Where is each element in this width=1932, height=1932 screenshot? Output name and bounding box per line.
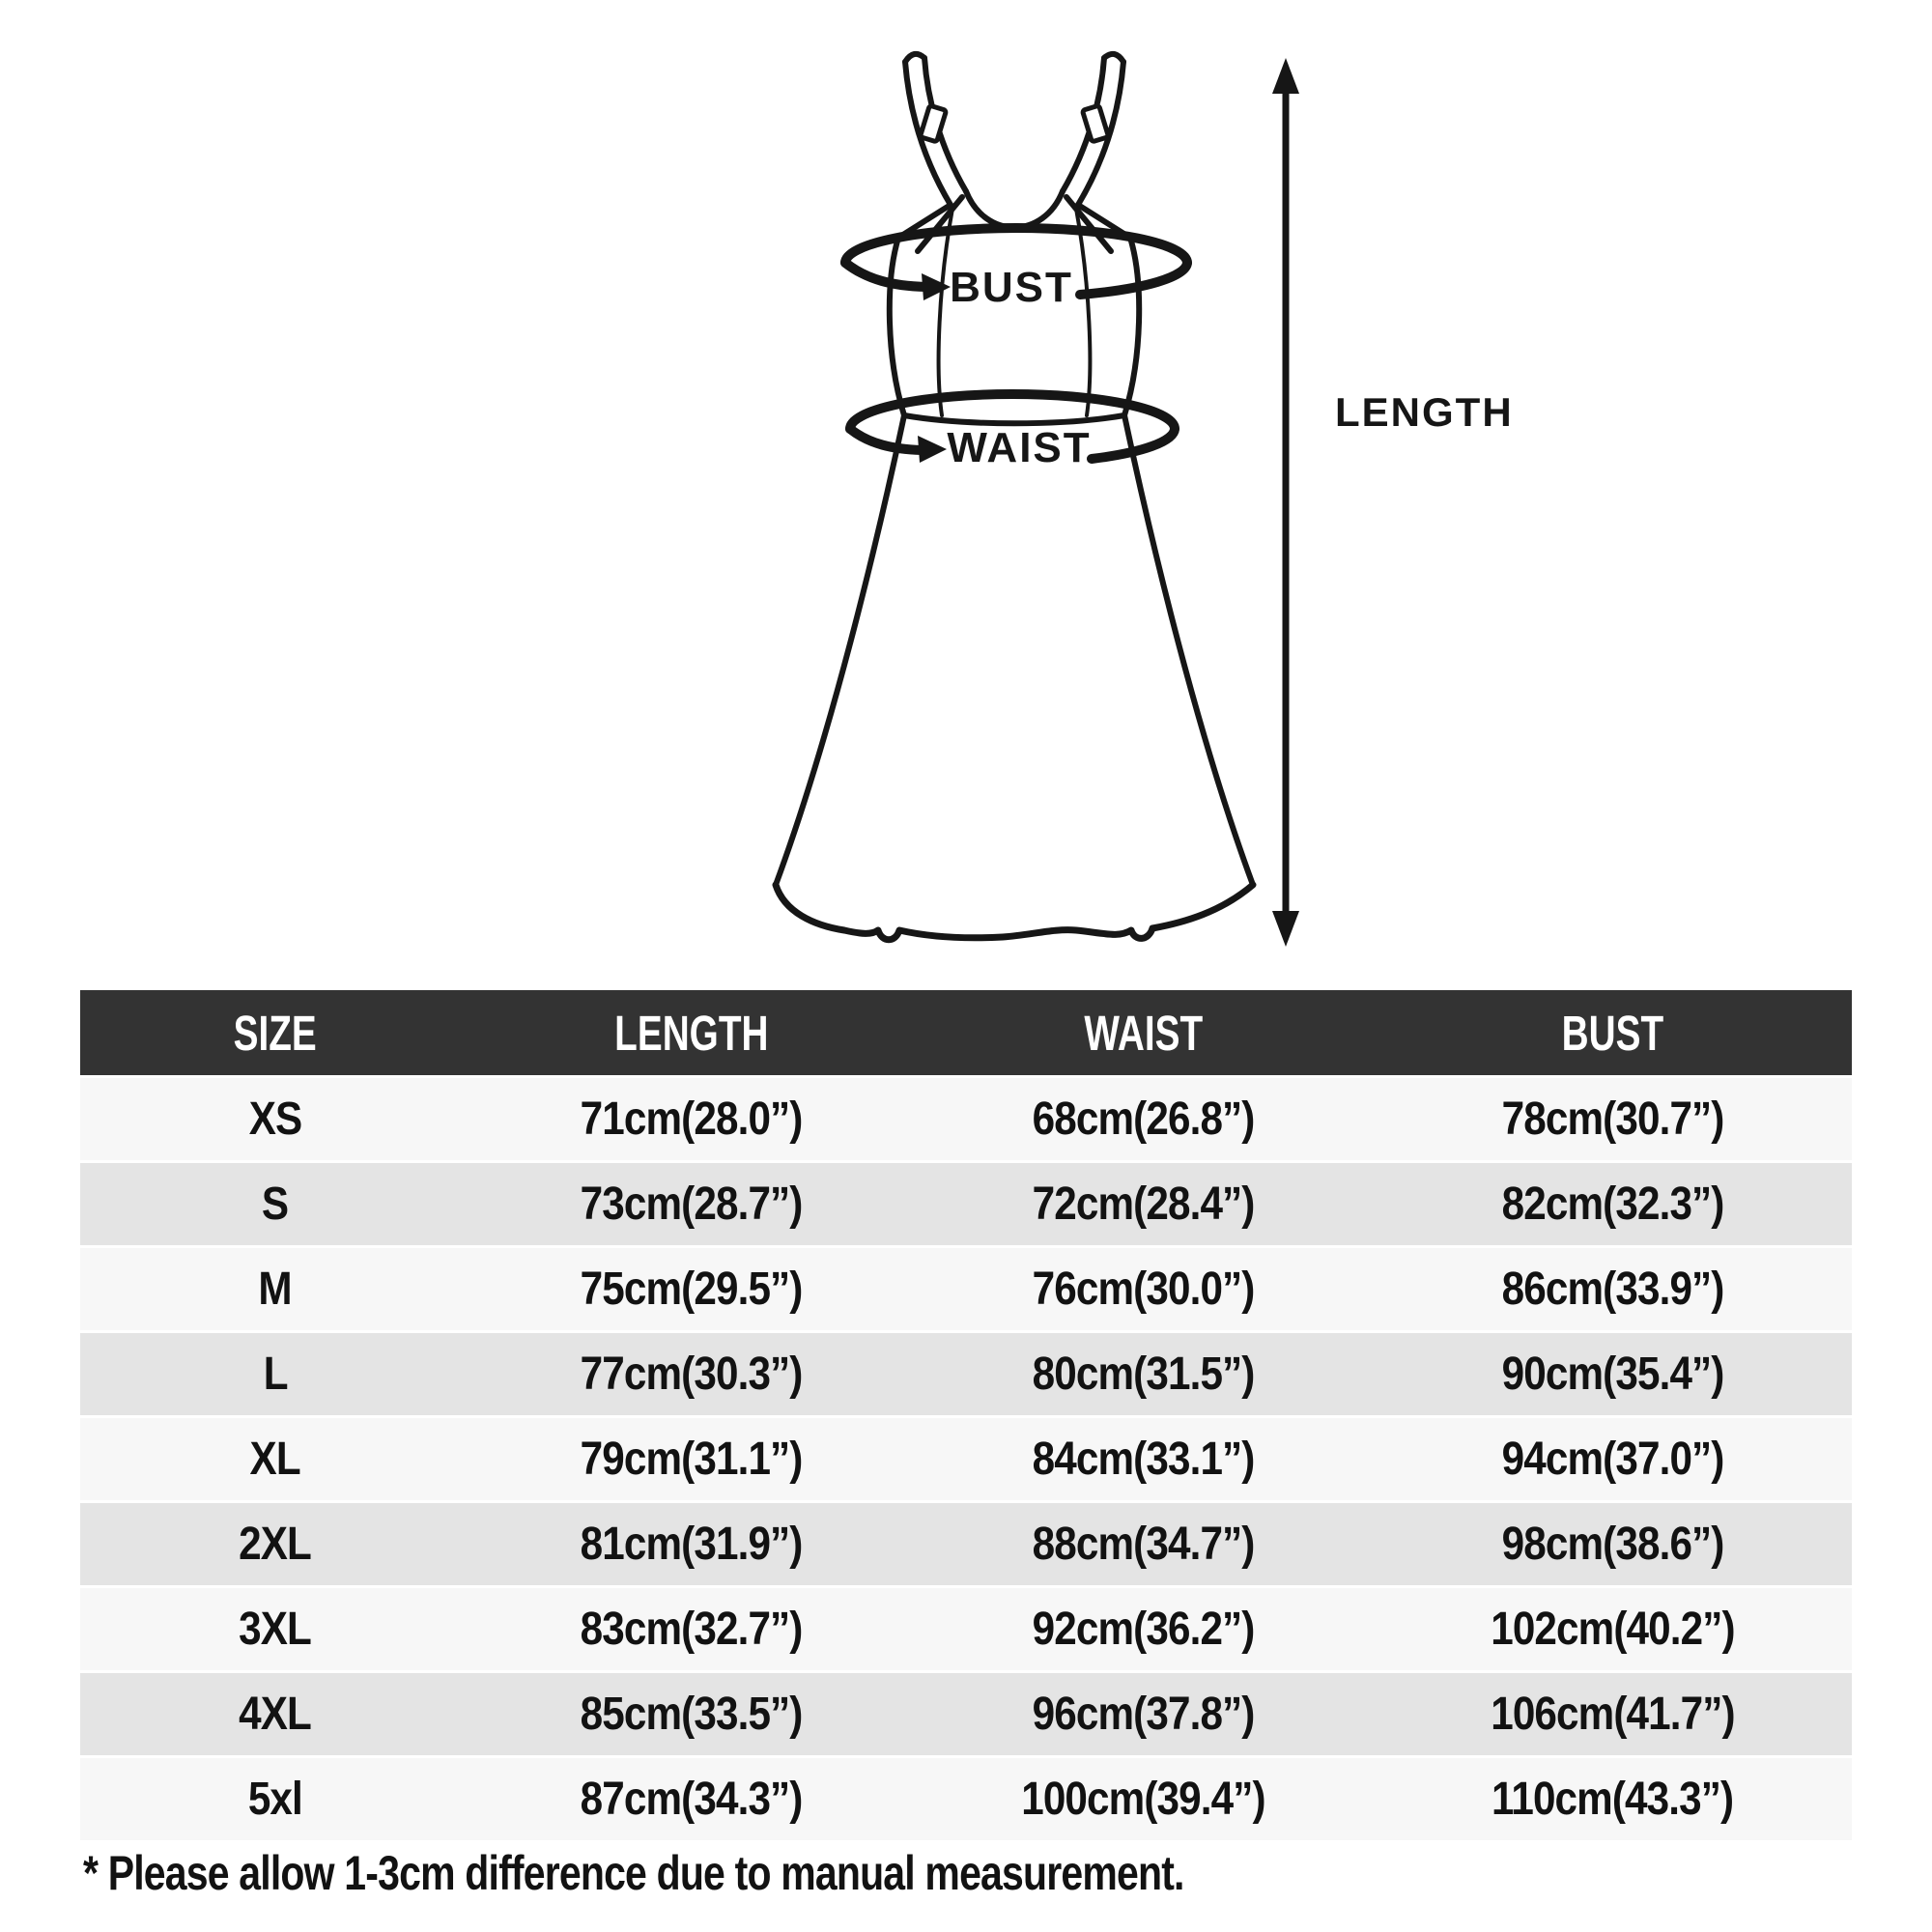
length-cell: 77cm(30.3”) — [580, 1348, 803, 1400]
waist-cell: 76cm(30.0”) — [1032, 1263, 1255, 1315]
waist-cell: 84cm(33.1”) — [1032, 1433, 1255, 1485]
size-cell: XL — [249, 1433, 300, 1485]
waist-cell: 72cm(28.4”) — [1032, 1178, 1255, 1230]
table-row-xl — [80, 1417, 1852, 1502]
table-row-2xl — [80, 1502, 1852, 1587]
bust-cell: 78cm(30.7”) — [1501, 1093, 1724, 1145]
table-row-5xl — [80, 1757, 1852, 1841]
length-arrow — [1272, 58, 1299, 947]
measurement-note-text: * Please allow 1-3cm difference due to manual measurement. — [83, 1846, 1184, 1900]
length-cell: 81cm(31.9”) — [580, 1518, 803, 1570]
table-row-l — [80, 1332, 1852, 1417]
bust-cell: 82cm(32.3”) — [1501, 1178, 1724, 1230]
table-header-row — [80, 990, 1852, 1077]
bust-cell: 90cm(35.4”) — [1501, 1348, 1724, 1400]
bust-cell: 106cm(41.7”) — [1491, 1688, 1735, 1740]
length-cell: 79cm(31.1”) — [580, 1433, 803, 1485]
waist-arrowhead-icon — [918, 436, 947, 463]
waist-cell: 96cm(37.8”) — [1032, 1688, 1255, 1740]
bust-arrowhead-icon — [922, 273, 951, 300]
size-cell: L — [263, 1348, 288, 1400]
column-header-size: SIZE — [233, 1005, 317, 1061]
length-cell: 71cm(28.0”) — [580, 1093, 803, 1145]
size-cell: 2XL — [239, 1518, 312, 1570]
waist-cell: 88cm(34.7”) — [1032, 1518, 1255, 1570]
length-label: LENGTH — [1335, 389, 1514, 435]
waist-label: WAIST — [947, 424, 1092, 471]
bust-cell: 94cm(37.0”) — [1501, 1433, 1724, 1485]
waist-cell: 68cm(26.8”) — [1032, 1093, 1255, 1145]
waist-cell: 92cm(36.2”) — [1032, 1603, 1255, 1655]
measurement-note — [83, 1846, 1426, 1900]
table-row-3xl — [80, 1587, 1852, 1672]
length-cell: 73cm(28.7”) — [580, 1178, 803, 1230]
column-header-waist: WAIST — [1084, 1005, 1203, 1061]
table-row-xs — [80, 1077, 1852, 1162]
column-header-length: LENGTH — [614, 1005, 769, 1061]
length-cell: 83cm(32.7”) — [580, 1603, 803, 1655]
size-cell: XS — [248, 1093, 302, 1145]
table-row-s — [80, 1162, 1852, 1247]
length-arrowhead-down-icon — [1272, 911, 1299, 947]
table-row-m — [80, 1247, 1852, 1332]
length-cell: 75cm(29.5”) — [580, 1263, 803, 1315]
dress-outline-drawing — [776, 54, 1253, 940]
size-cell: M — [258, 1263, 292, 1315]
bust-label: BUST — [950, 264, 1073, 311]
length-cell: 85cm(33.5”) — [580, 1688, 803, 1740]
waist-cell: 80cm(31.5”) — [1032, 1348, 1255, 1400]
table-row-4xl — [80, 1672, 1852, 1757]
length-arrowhead-up-icon — [1272, 58, 1299, 94]
size-cell: 4XL — [239, 1688, 312, 1740]
size-chart-table — [80, 990, 1852, 1840]
bust-cell: 86cm(33.9”) — [1501, 1263, 1724, 1315]
size-table — [80, 990, 1852, 1840]
size-cell: 3XL — [239, 1603, 312, 1655]
column-header-bust: BUST — [1561, 1005, 1664, 1061]
bust-cell: 110cm(43.3”) — [1492, 1773, 1734, 1825]
length-cell: 87cm(34.3”) — [580, 1773, 803, 1825]
size-cell: S — [262, 1178, 289, 1230]
bust-cell: 98cm(38.6”) — [1501, 1518, 1724, 1570]
waist-cell: 100cm(39.4”) — [1021, 1773, 1265, 1825]
bust-cell: 102cm(40.2”) — [1491, 1603, 1735, 1655]
size-cell: 5xl — [247, 1773, 302, 1825]
